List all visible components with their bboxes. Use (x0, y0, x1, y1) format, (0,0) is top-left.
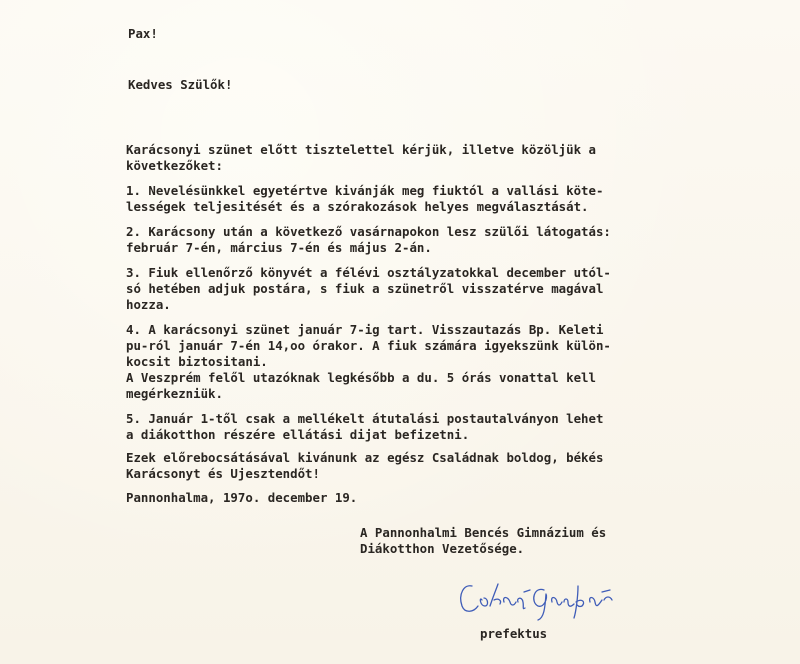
intro-line-2: következőket: (126, 158, 223, 173)
item-2-line-1: 2. Karácsony után a következő vasárnapokon lesz szülői látogatás: (126, 224, 611, 239)
closing-line-1: Ezek előrebocsátásával kivánunk az egész Családnak boldog, békés (126, 450, 604, 465)
item-4-line-3: kocsit biztositani. (126, 354, 268, 369)
item-2-line-2: február 7-én, március 7-én és május 2-án. (126, 240, 432, 255)
intro-line-1: Karácsonyi szünet előtt tisztelettel kérjük, illetve közöljük a (126, 142, 596, 157)
handwritten-signature (452, 572, 630, 624)
item-4-line-2: pu-ról január 7-én 14,oo órakor. A fiuk számára igyekszünk külön- (126, 338, 611, 353)
sender-line-2: Diákotthon Vezetősége. (360, 541, 525, 556)
item-4-line-1: 4. A karácsonyi szünet január 7-ig tart. Visszautazás Bp. Keleti (126, 322, 604, 337)
item-1-line-1: 1. Nevelésünkkel egyetértve kivánják meg fiuktól a vallási köte- (126, 183, 604, 198)
item-3-line-1: 3. Fiuk ellenőrző könyvét a félévi osztályzatokkal december utól- (126, 265, 611, 280)
greeting-pax: Pax! (128, 26, 158, 41)
item-5-line-1: 5. Január 1-től csak a mellékelt átutalási postautalványon lehet (126, 411, 604, 426)
item-4-line-4: A Veszprém felől utazóknak legkésőbb a du. 5 órás vonattal kell (126, 370, 596, 385)
item-5-line-2: a diákotthon részére ellátási dijat befizetni. (126, 427, 470, 442)
sender-line-1: A Pannonhalmi Bencés Gimnázium és (360, 525, 607, 540)
item-3-line-3: hozza. (126, 297, 171, 312)
place-date: Pannonhalma, 197o. december 19. (126, 490, 358, 505)
item-4-line-5: megérkezniük. (126, 386, 223, 401)
item-3-line-2: só hetében adjuk postára, s fiuk a szünetről visszatérve magával (126, 281, 604, 296)
item-1-line-2: lességek teljesitését és a szórakozások helyes megválasztását. (126, 199, 589, 214)
closing-line-2: Karácsonyt és Ujesztendőt! (126, 466, 320, 481)
signature-title: prefektus (480, 626, 548, 641)
salutation: Kedves Szülők! (128, 77, 233, 92)
